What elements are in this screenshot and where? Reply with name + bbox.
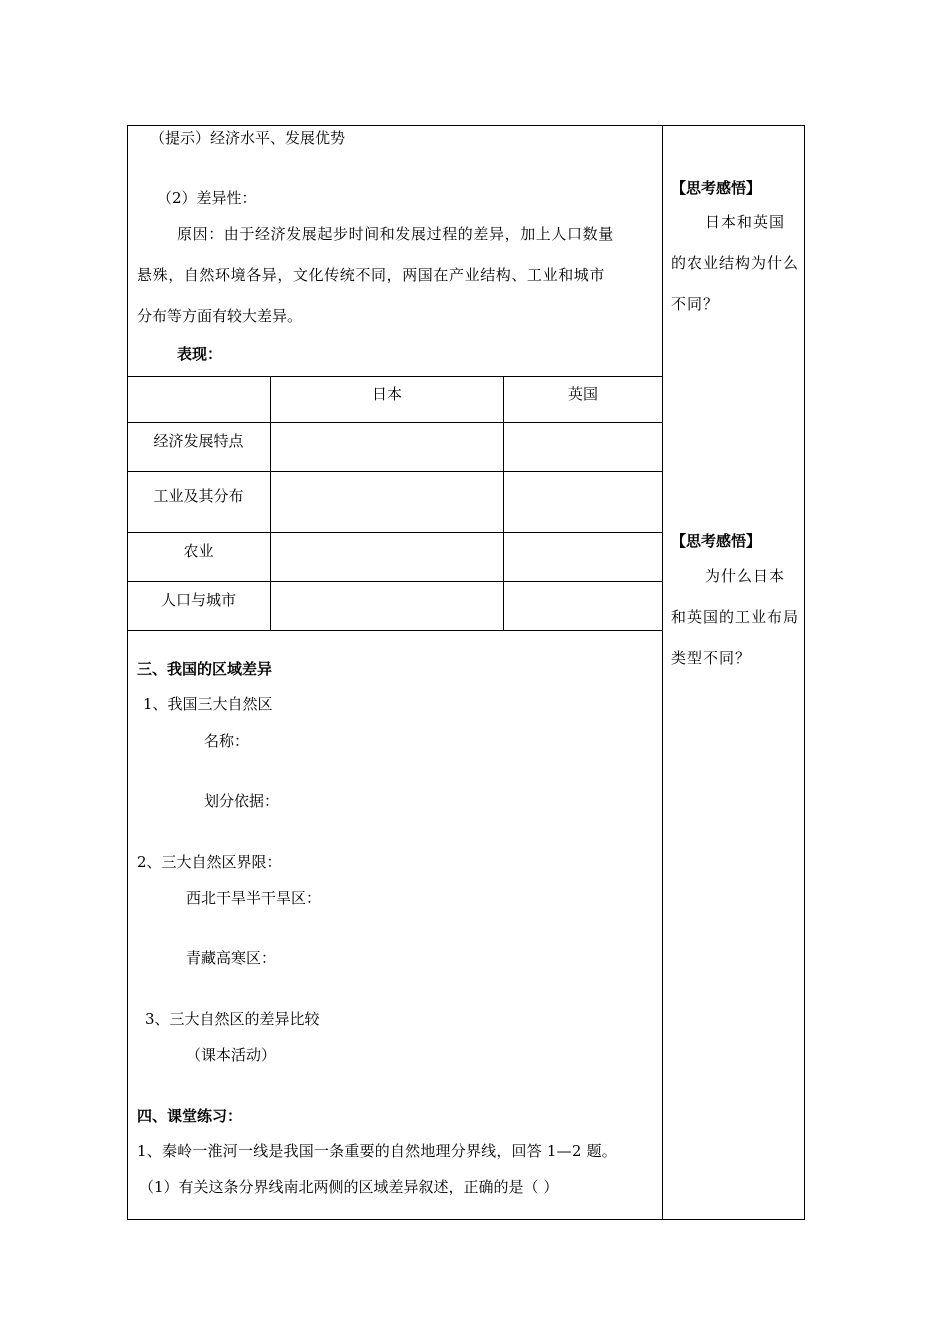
- difference-title: （2）差异性：: [157, 189, 257, 207]
- table-header-uk: 英国: [567, 385, 598, 403]
- sidebar-note2-title: 【思考感悟】: [671, 532, 762, 550]
- table-row-label: 经济发展特点: [153, 432, 244, 450]
- sidebar-note1-text: 日本和英国的农业结构为什么不同？: [671, 213, 800, 313]
- section3-title: 三、我国的区域差异: [137, 660, 273, 678]
- table-row-label: 人口与城市: [160, 591, 236, 609]
- table-row-label: 工业及其分布: [153, 487, 244, 505]
- divider-bottom-table: [127, 630, 662, 631]
- table-header-japan: 日本: [371, 385, 402, 403]
- question-1: 1、秦岭一淮河一线是我国一条重要的自然地理分界线，回答 1—2 题。: [137, 1142, 617, 1160]
- qinghai-tibet-label: 青藏高寒区：: [186, 949, 277, 967]
- column-divider: [662, 125, 663, 1219]
- sidebar-note2-text: 为什么日本和英国的工业布局类型不同？: [671, 567, 800, 667]
- northwest-label: 西北干旱半干旱区：: [186, 889, 322, 907]
- section3-item3: 3、三大自然区的差异比较: [145, 1010, 320, 1028]
- textbook-activity: （课本活动）: [186, 1046, 277, 1064]
- expression-label: 表现：: [177, 345, 223, 363]
- hint-text: （提示）经济水平、发展优势: [150, 129, 346, 147]
- table-row-label: 农业: [183, 542, 214, 560]
- sidebar-note1-title: 【思考感悟】: [671, 179, 762, 197]
- section3-item1: 1、我国三大自然区: [143, 695, 273, 713]
- basis-label: 划分依据：: [204, 792, 280, 810]
- reason-line-1: 原因：由于经济发展起步时间和发展过程的差异，加上人口数量: [177, 225, 614, 243]
- reason-line-3: 分布等方面有较大差异。: [137, 307, 303, 325]
- comparison-table: [127, 376, 662, 630]
- section3-item2: 2、三大自然区界限：: [137, 853, 282, 871]
- reason-line-2: 悬殊，自然环境各异，文化传统不同，两国在产业结构、工业和城市: [137, 266, 606, 284]
- section4-title: 四、课堂练习：: [137, 1107, 243, 1125]
- question-1-sub-1: （1）有关这条分界线南北两侧的区域差异叙述，正确的是（ ）: [139, 1178, 559, 1196]
- name-label: 名称：: [204, 732, 250, 750]
